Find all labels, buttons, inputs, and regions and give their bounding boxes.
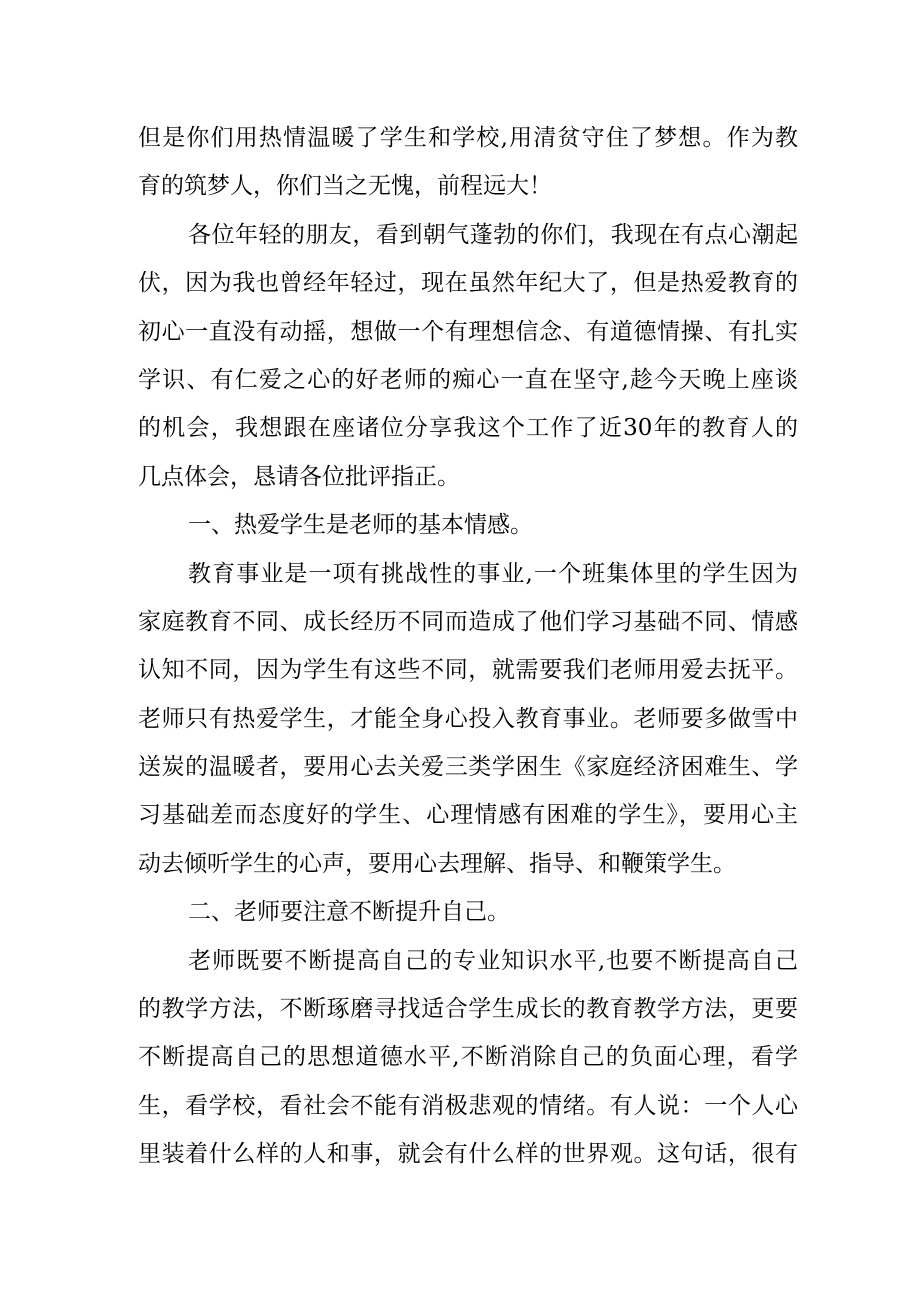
paragraph-line: 动去倾听学生的心声，要用心去理解、指导、和鞭策学生。 bbox=[138, 850, 736, 877]
paragraph-4 bbox=[138, 937, 798, 1179]
paragraph-line: 老师既要不断提高自己的专业知识水平,也要不断提高自己 bbox=[188, 947, 798, 974]
paragraph-line: 学识、有仁爱之心的好老师的痴心一直在坚守,趁今天晚上座谈 bbox=[138, 366, 798, 393]
paragraph-line: 认知不同，因为学生有这些不同，就需要我们老师用爱去抚平。 bbox=[138, 657, 798, 684]
paragraph-line: 老师只有热爱学生，才能全身心投入教育事业。老师要多做雪中 bbox=[138, 705, 798, 732]
paragraph-line: 但是你们用热情温暖了学生和学校,用清贫守住了梦想。作为教 bbox=[138, 125, 798, 151]
section-heading: 一、热爱学生是老师的基本情感。 bbox=[188, 512, 533, 539]
section-heading: 二、老师要注意不断提升自己。 bbox=[188, 899, 510, 926]
document-body bbox=[138, 114, 798, 1179]
paragraph-line: 的机会，我想跟在座诸位分享我这个工作了近30年的教育人的 bbox=[138, 415, 798, 442]
paragraph-line: 不断提高自己的思想道德水平,不断消除自己的负面心理，看学 bbox=[138, 1044, 798, 1071]
paragraph-line: 伏，因为我也曾经年轻过，现在虽然年纪大了，但是热爱教育的 bbox=[138, 270, 798, 297]
paragraph-line: 家庭教育不同、成长经历不同而造成了他们学习基础不同、情感 bbox=[138, 608, 798, 635]
paragraph-line: 育的筑梦人，你们当之无愧，前程远大！ bbox=[138, 173, 552, 200]
paragraph-line: 送炭的温暖者，要用心去关爱三类学困生《家庭经济困难生、学 bbox=[138, 754, 798, 781]
paragraph-3 bbox=[138, 550, 798, 889]
paragraph-line: 几点体会，恳请各位批评指正。 bbox=[138, 463, 460, 490]
paragraph-line: 教育事业是一项有挑战性的事业,一个班集体里的学生因为 bbox=[188, 560, 798, 587]
paragraph-line: 的教学方法，不断琢磨寻找适合学生成长的教育教学方法，更要 bbox=[138, 996, 798, 1023]
paragraph-2 bbox=[138, 211, 798, 501]
paragraph-line: 各位年轻的朋友，看到朝气蓬勃的你们，我现在有点心潮起 bbox=[188, 221, 798, 248]
section-heading-2 bbox=[138, 888, 798, 936]
paragraph-line: 生，看学校，看社会不能有消极悲观的情绪。有人说：一个人心 bbox=[138, 1092, 798, 1119]
paragraph-line: 里装着什么样的人和事，就会有什么样的世界观。这句话，很有 bbox=[138, 1141, 798, 1168]
paragraph-line: 习基础差而态度好的学生、心理情感有困难的学生》，要用心主 bbox=[138, 802, 798, 829]
section-heading-1 bbox=[138, 501, 798, 549]
paragraph-1 bbox=[138, 114, 798, 211]
paragraph-line: 初心一直没有动摇，想做一个有理想信念、有道德情操、有扎实 bbox=[138, 318, 798, 345]
